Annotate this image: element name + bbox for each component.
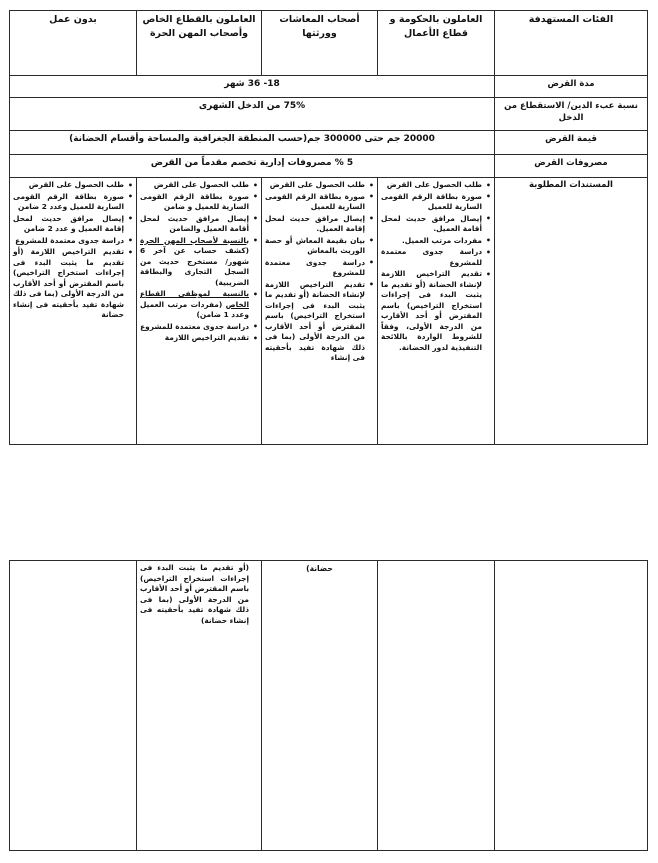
underlined-phrase: بالنسبة لأصحاب المهن الحرة — [140, 235, 249, 245]
continuation-private-sector-cell — [137, 561, 262, 851]
document-list-item: • تقديم التراخيص اللازمة — [140, 333, 258, 344]
document-list-item: • صورة بطاقة الرقم القومى السارية للعميل و ضامن — [140, 192, 258, 213]
value-loan-amount: 20000 جم حتى 300000 جم(حسب المنطقة الجغرافية والمساحة وأقسام الحضانة) — [10, 131, 495, 155]
document-list-item: • إيصال مرافق حديث لمحل أقامة العميل والضامن — [140, 214, 258, 235]
continuation-label-cell — [495, 561, 648, 851]
document-list-item: • مفردات مرتب العميل. — [381, 236, 491, 247]
documents-list-government — [381, 180, 491, 353]
header-unemployed: بدون عمل — [10, 11, 137, 76]
header-private-sector: العاملون بالقطاع الخاص وأصحاب المهن الحرة — [137, 11, 262, 76]
document-list-item: • طلب الحصول على القرض — [140, 180, 258, 191]
documents-government-cell — [378, 178, 495, 445]
document-list-item: • إيصال مرافق حديث لمحل إقامة العميل و عدد 2 ضامن — [13, 214, 133, 235]
continuation-label-text — [498, 563, 644, 564]
continuation-unemployed-text — [13, 563, 133, 564]
document-list-item: • تقديم التراخيص اللازمة لإنشاء الحضانة (أو تقديم ما يثبت البدء فى إجراءات استخراج التراخيص) باسم المقترض أو أحد الأقارب من الدرجة الأولى، وفقاً للشروط الواردة باللائحة التنفيذية لدور الحضانة. — [381, 269, 491, 353]
header-pensioners: أصحاب المعاشات وورثتها — [262, 11, 378, 76]
document-list-item: • صورة بطاقة الرقم القومى السارية للعميل وعدد 2 ضامن — [13, 192, 133, 213]
document-list-item: • صورة بطاقة الرقم القومى السارية للعميل — [381, 192, 491, 213]
row-loan-duration — [10, 76, 648, 98]
document-list-item: • صورة بطاقة الرقم القومى السارية للعميل — [265, 192, 374, 213]
documents-unemployed-cell — [10, 178, 137, 445]
document-list-item: • بالنسبة لأصحاب المهن الحرة (كشف حساب عن آخر 6 شهور/ مستخرج حديث من السجل التجارى والبطاقة الضريبية) — [140, 236, 258, 289]
value-loan-duration: 18- 36 شهر — [10, 76, 495, 98]
loan-conditions-continuation-table — [9, 560, 648, 851]
label-debt-ratio: نسبة عبء الدين/ الاستقطاع من الدخل — [495, 98, 648, 131]
value-loan-fees: 5 % مصروفات إدارية تخصم مقدماً من القرض — [10, 155, 495, 178]
document-list-item: • بيان بقيمة المعاش أو حصة الوريث بالمعاش — [265, 236, 374, 257]
table-header-row — [10, 11, 648, 76]
document-list-item: • دراسة جدوى معتمدة للمشروع — [265, 258, 374, 279]
document-list-item: • طلب الحصول على القرض — [381, 180, 491, 191]
header-government-employees: العاملون بالحكومة و قطاع الأعمال — [378, 11, 495, 76]
underlined-phrase: بالنسبة لموظفى القطاع الخاص — [140, 289, 249, 309]
document-list-item: • دراسة جدوى معتمدة للمشروع — [381, 247, 491, 268]
continuation-unemployed-cell — [10, 561, 137, 851]
row-loan-fees — [10, 155, 648, 178]
row-debt-ratio — [10, 98, 648, 131]
document-list-item: • إيصال مرافق حديث لمحل إقامة العميل. — [265, 214, 374, 235]
continuation-pensioners-text: حضانة) — [306, 564, 333, 573]
label-loan-amount: قيمة القرض — [495, 131, 648, 155]
document-list-item: • إيصال مرافق حديث لمحل أقامة العميل. — [381, 214, 491, 235]
document-list-item: • دراسة جدوى معتمدة للمشروع — [140, 322, 258, 333]
label-loan-fees: مصروفات القرض — [495, 155, 648, 178]
documents-pensioners-cell — [262, 178, 378, 445]
continuation-row — [10, 561, 648, 851]
row-loan-amount — [10, 131, 648, 155]
continuation-government-cell — [378, 561, 495, 851]
document-list-item: • تقديم التراخيص اللازمة لإنشاء الحضانة (أو تقديم ما يثبت البدء فى إجراءات استخراج التراخيص) باسم المقترض أو أحد الأقارب من الدرجة الأولى (بما فى ذلك شهادة تفيد بأحقيته فى إنشاء — [265, 280, 374, 364]
loan-conditions-table — [9, 10, 648, 445]
documents-list-unemployed — [13, 180, 133, 321]
documents-list-private-sector — [140, 180, 258, 344]
label-loan-duration: مدة القرض — [495, 76, 648, 98]
value-debt-ratio: 75% من الدخل الشهرى — [10, 98, 495, 131]
continuation-private-sector-text: (أو تقديم ما يثبت البدء فى إجراءات استخراج التراخيص) باسم المقترض أو أحد الأقارب من الدرجة الأولى (بما فى ذلك شهادة تفيد بأحقيته فى إنشاء حضانة) — [140, 563, 249, 625]
document-list-item: • دراسة جدوى معتمدة للمشروع — [13, 236, 133, 247]
document-list-item: • بالنسبة لموظفى القطاع الخاص (مفردات مرتب العميل وعدد 1 ضامن) — [140, 289, 258, 321]
header-target-groups: الفئات المستهدفة — [495, 11, 648, 76]
document-list-item: • طلب الحصول على القرض — [13, 180, 133, 191]
label-required-documents: المستندات المطلوبة — [495, 178, 648, 445]
document-list-item: • طلب الحصول على القرض — [265, 180, 374, 191]
document-list-item: • تقديم التراخيص اللازمة (أو تقديم ما يثبت البدء فى إجراءات استخراج التراخيص) باسم المقترض أو أحد الأقارب من الدرجة الأولى (بما فى ذلك شهادة تفيد بأحقيته فى إنشاء حضانة — [13, 247, 133, 321]
continuation-government-text — [381, 563, 491, 564]
row-required-documents — [10, 178, 648, 445]
continuation-pensioners-cell — [262, 561, 378, 851]
documents-list-pensioners — [265, 180, 374, 364]
documents-private-sector-cell — [137, 178, 262, 445]
